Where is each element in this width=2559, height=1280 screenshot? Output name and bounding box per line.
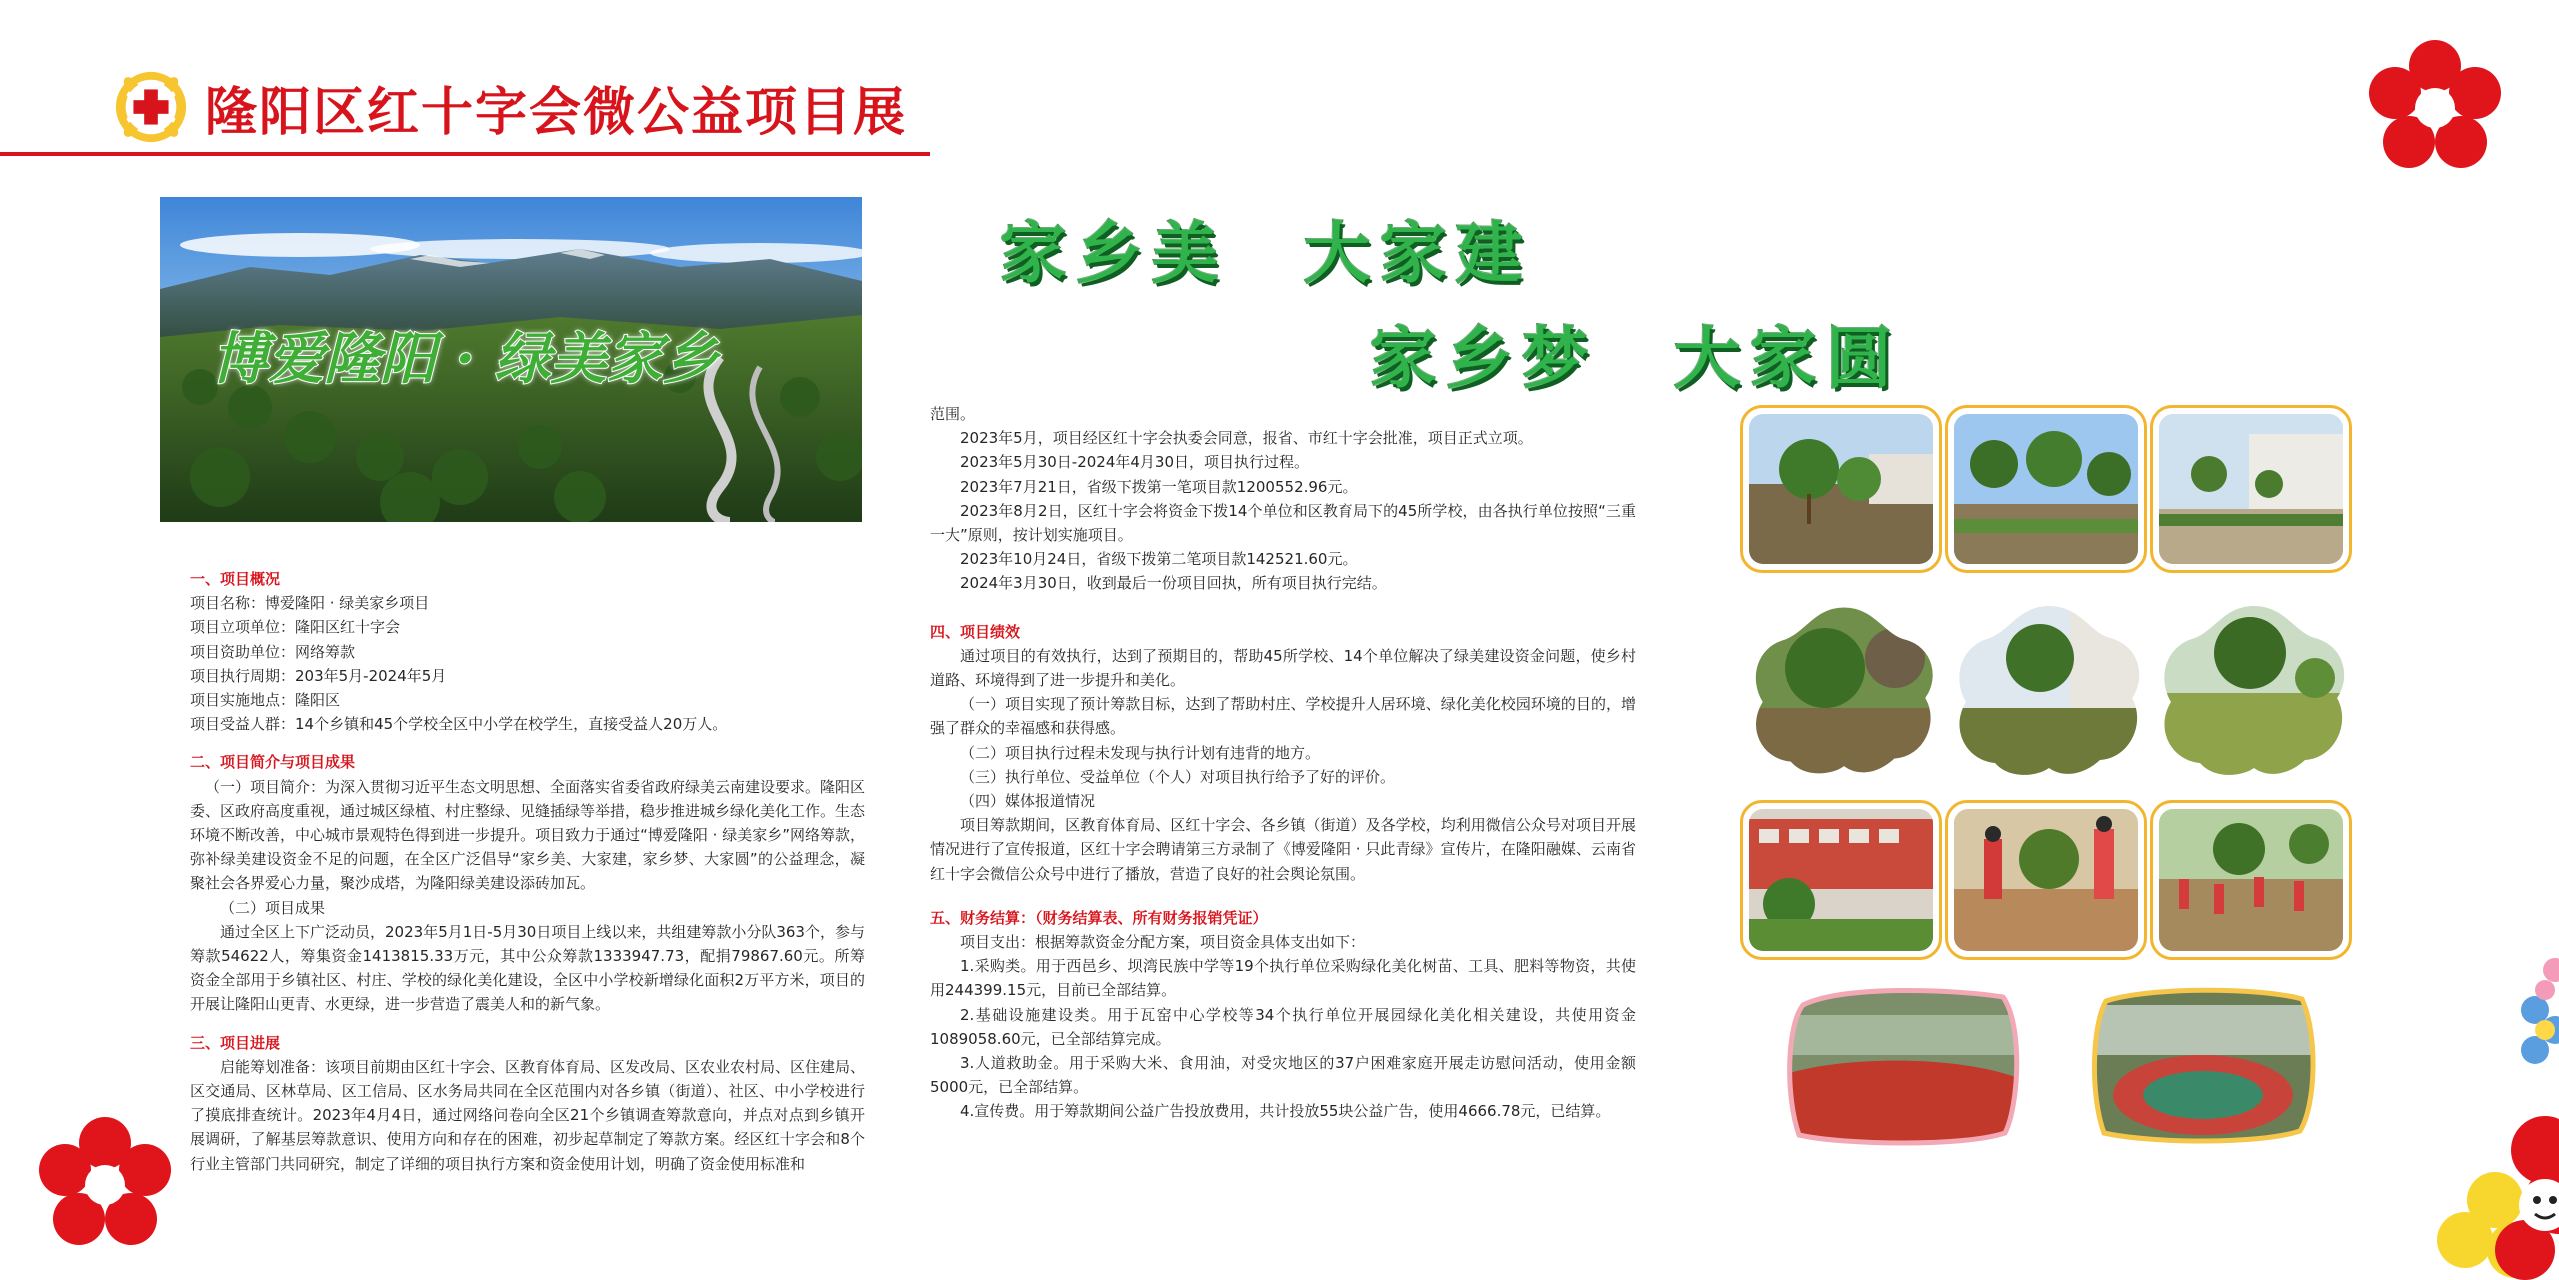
hero-landscape-photo [160, 197, 862, 522]
timeline-item: 2023年5月30日-2024年4月30日，项目执行过程。 [960, 453, 1310, 472]
finance-item: 4.宣传费。用于筹款期间公益广告投放费用，共计投放55块公益广告，使用4666.78元，已结算。 [960, 1102, 1611, 1121]
performance-item: （一）项目实现了预计筹款目标，达到了帮助村庄、学校提升人居环境、绿化美化校园环境的目的，增强了群众的幸福感和获得感。 [930, 695, 1636, 738]
finance-item: 2.基础设施建设类。用于瓦窑中心学校等34个执行单位开展园绿化美化相关建设，共使用资金1089058.60元，已全部结算完成。 [930, 1005, 1636, 1048]
project-photo-volunteers [1945, 800, 2147, 960]
overview-item: 项目立项单位：隆阳区红十字会 [190, 618, 401, 637]
finance-item: 1.采购类。用于西邑乡、坝湾民族中学等19个执行单位采购绿化美化树苗、工具、肥料等物资，共使用244399.15元，目前已全部结算。 [930, 957, 1636, 1000]
slogan-line-1: 家乡美 大家建 [1000, 214, 1532, 292]
progress-paragraph: 启能筹划准备：该项目前期由区红十字会、区教育体育局、区发改局、区农业农村局、区住建局、区交通局、区林草局、区工信局、区水务局共同在全区范围内对各乡镇（街道）、社区、中小学校进行了摸底排查统计。2023年4月4日，通过网络问卷向全区21个乡镇调查筹款意向，并点对点到乡镇开展调研，了解基层筹款意识、使用方向和存在的困难，初步起草制定了筹款方案。经区红十字会和8个行业主管部门共同研究，制定了详细的项目执行方案和资金使用计划，明确了资金使用标准和 [190, 1057, 866, 1173]
timeline-item: 2023年7月21日，省级下拨第一笔项目款1200552.96元。 [960, 477, 1358, 496]
slogan-line-2: 家乡梦 大家圆 [1370, 319, 1902, 397]
project-photo-flower-frame-3 [2155, 598, 2353, 780]
cartoon-flower-cluster-icon [2405, 950, 2559, 1280]
overview-item: 项目资助单位：网络筹款 [190, 642, 356, 661]
project-photo-sports-field [2088, 985, 2318, 1145]
finance-item: 3.人道救助金。用于采购大米、食用油，对受灾地区的37户困难家庭开展走访慰问活动，使用金额5000元，已全部结算。 [930, 1054, 1636, 1097]
results-paragraph: 通过全区上下广泛动员，2023年5月1日-5月30日项目上线以来，共组建筹款小分队363个，参与筹款54622人，筹集资金1413815.33万元，其中公众筹款1333947.73，配捐79867.60元。所筹资金全部用于乡镇社区、村庄、学校的绿化美化建设，全区中小学校新增绿化面积2万平方米，项目的开展让隆阳山更青、水更绿，进一步营造了震美人和的新气象。 [190, 922, 865, 1014]
media-paragraph: 项目筹款期间，区教育体育局、区红十字会、各乡镇（街道）及各学校，均利用微信公众号对项目开展情况进行了宣传报道，区红十字会聘请第三方录制了《博爱隆阳 · 只此青绿》宣传片，在隆阳融媒、云南省红十字会微信公众号中进行了播放，营造了良好的社会舆论氛围。 [930, 816, 1636, 883]
section-heading-finance: 五、财务结算：（财务结算表、所有财务报销凭证） [930, 908, 1268, 927]
finance-intro: 项目支出：根据筹款资金分配方案，项目资金具体支出如下： [960, 933, 1366, 952]
page-title: 隆阳区红十字会微公益项目展 [205, 82, 908, 143]
performance-item: （四）媒体报道情况 [960, 792, 1096, 811]
project-photo-group-planting [2150, 800, 2352, 960]
left-text-column [190, 567, 865, 1176]
overview-item: 项目名称：博爱隆阳 · 绿美家乡项目 [190, 594, 430, 613]
performance-intro: 通过项目的有效执行，达到了预期目的，帮助45所学校、14个单位解决了绿美建设资金问题，使乡村道路、环境得到了进一步提升和美化。 [930, 646, 1636, 690]
middle-text-column [930, 402, 1636, 1124]
overview-item: 项目执行周期：203年5月-2024年5月 [190, 666, 447, 685]
section-heading-progress: 三、项目进展 [190, 1033, 281, 1052]
intro-paragraph: （一）项目简介：为深入贯彻习近平生态文明思想、全面落实省委省政府绿美云南建设要求。隆阳区委、区政府高度重视，通过城区绿植、村庄整绿、见缝插绿等举措，稳步推进城乡绿化美化工作。生态环境不断改善，中心城市景观特色得到进一步提升。项目致力于通过“博爱隆阳 · 绿美家乡”网络筹款，弥补绿美建设资金不足的问题，在全区广泛倡导“家乡美、大家建，家乡梦、大家圆”的公益理念，凝聚社会各界爱心力量，聚沙成塔，为隆阳绿美建设添砖加瓦。 [190, 777, 866, 893]
timeline-item: 2023年8月2日，区红十字会将资金下拨14个单位和区教育局下的45所学校，由各执行单位按照“三重一大”原则，按计划实施项目。 [930, 501, 1636, 545]
project-photo-flower-frame-2 [1950, 598, 2148, 780]
project-photo-campus-building [1740, 800, 1942, 960]
timeline-item: 2024年3月30日，收到最后一份项目回执，所有项目执行完结。 [960, 574, 1387, 593]
header [0, 0, 940, 165]
hero-caption: 博爱隆阳 · 绿美家乡 [212, 326, 719, 392]
performance-item: （三）执行单位、受益单位（个人）对项目执行给予了好的评价。 [960, 767, 1396, 786]
overview-item: 项目实施地点：隆阳区 [190, 691, 341, 710]
project-photo-tree-planting-1 [1740, 405, 1942, 573]
overview-item: 项目受益人群：14个乡镇和45个学校全区中小学在校学生，直接受益人20万人。 [190, 715, 728, 734]
project-photo-running-track [1783, 985, 2023, 1147]
red-cross-emblem-icon [112, 68, 190, 146]
red-flower-decoration-icon [35, 1115, 175, 1255]
section-heading-performance: 四、项目绩效 [930, 622, 1021, 641]
section-heading-intro: 二、项目简介与项目成果 [190, 753, 356, 772]
results-subheading: （二）项目成果 [220, 898, 326, 917]
timeline-item: 2023年10月24日，省级下拨第二笔项目款142521.60元。 [960, 550, 1358, 569]
section-heading-overview: 一、项目概况 [190, 570, 281, 588]
performance-item: （二）项目执行过程未发现与执行计划有违背的地方。 [960, 743, 1321, 762]
project-photo-school-greening [2150, 405, 2352, 573]
header-divider [0, 152, 930, 156]
continued-text: 范围。 [930, 405, 976, 423]
red-flower-decoration-icon [2365, 38, 2505, 178]
project-photo-tree-planting-2 [1945, 405, 2147, 573]
timeline-item: 2023年5月，项目经区红十字会执委会同意，报省、市红十字会批准，项目正式立项。 [960, 429, 1533, 448]
project-photo-flower-frame-1 [1745, 598, 1943, 780]
